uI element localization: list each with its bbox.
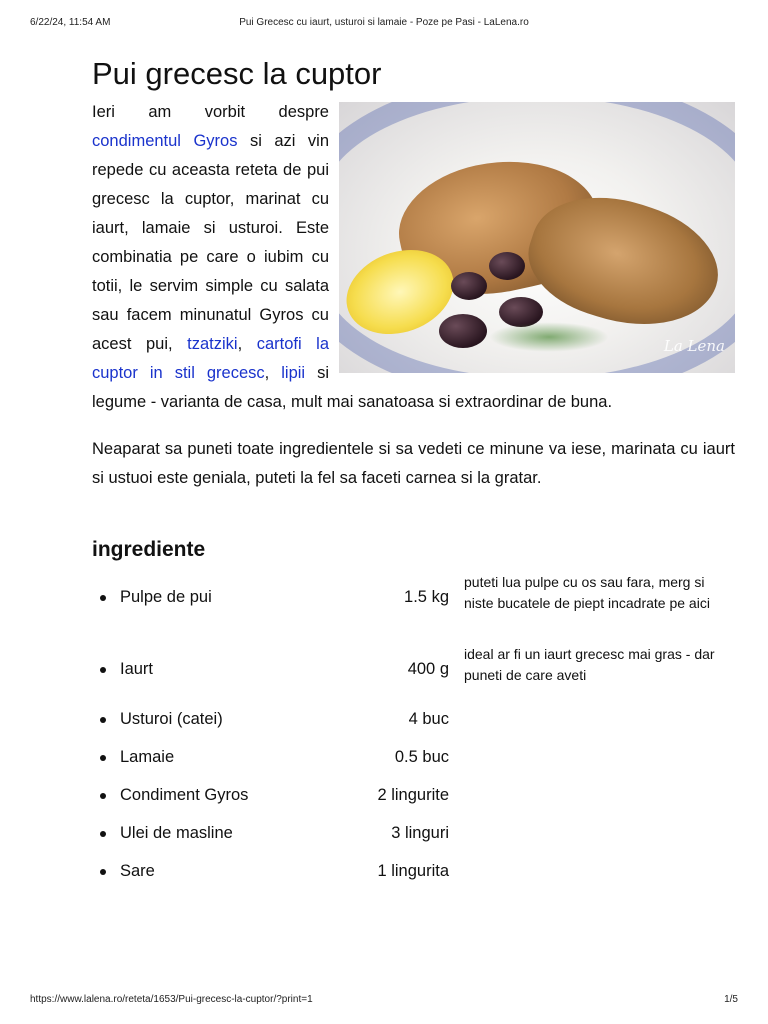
ingredient-qty: 0.5 buc	[394, 748, 449, 766]
ingredient-item	[92, 639, 735, 706]
olive	[439, 314, 487, 348]
print-footer	[0, 994, 768, 1010]
ingredients-heading: ingrediente	[92, 538, 206, 561]
ingredient-qty: 400 g	[407, 660, 449, 678]
ingredient-item	[92, 782, 735, 820]
print-header	[0, 17, 768, 33]
ingredient-qty: 2 lingurite	[377, 786, 449, 804]
photo-watermark: La Lena	[663, 337, 725, 355]
print-datetime: 6/22/24, 11:54 AM	[30, 17, 111, 28]
ingredient-name: Lamaie	[120, 748, 175, 766]
link-condiment-gyros[interactable]: condimentul Gyros	[92, 132, 238, 150]
recipe-title: Pui grecesc la cuptor	[92, 56, 382, 91]
ingredient-item	[92, 706, 735, 744]
link-tzatziki[interactable]: tzatziki	[187, 335, 238, 353]
intro-text: si legume - varianta de casa, mult mai sanatoasa si extraordinar de buna.	[92, 364, 613, 411]
ingredient-note: ideal ar fi un iaurt grecesc mai gras - dar puneti de care aveti	[464, 646, 715, 683]
ingredients-list	[92, 572, 735, 896]
recipe-photo	[339, 102, 735, 373]
print-url: https://www.lalena.ro/reteta/1653/Pui-grecesc-la-cuptor/?print=1	[30, 994, 313, 1005]
intro-text: Ieri am vorbit despre	[92, 103, 329, 121]
ingredient-name: Condiment Gyros	[120, 786, 249, 804]
ingredient-name: Usturoi (catei)	[120, 710, 223, 728]
ingredient-name: Iaurt	[120, 660, 154, 678]
ingredient-item	[92, 572, 735, 639]
olive	[451, 272, 487, 300]
herb-garnish	[489, 322, 609, 352]
page-count: 1/5	[724, 994, 738, 1005]
ingredient-item	[92, 858, 735, 896]
link-lipii[interactable]: lipii	[281, 364, 306, 382]
link-cartofi-cuptor[interactable]: cartofi la cuptor in stil grecesc	[92, 335, 329, 382]
ingredient-item	[92, 744, 735, 782]
ingredient-item	[92, 820, 735, 858]
intro-text: ,	[237, 335, 257, 353]
second-paragraph: Neaparat sa puneti toate ingredientele si sa vedeti ce minune va iese, marinata cu iaurt si ustuoi este geniala, puteti la fel sa faceti carnea si la gratar.	[92, 440, 735, 487]
ingredient-qty: 1.5 kg	[404, 588, 449, 606]
ingredient-name: Pulpe de pui	[120, 588, 212, 606]
ingredient-name: Sare	[120, 862, 155, 880]
ingredient-note: puteti lua pulpe cu os sau fara, merg si niste bucatele de piept incadrate pe aici	[464, 574, 710, 611]
olive	[489, 252, 525, 280]
ingredient-qty: 4 buc	[408, 710, 449, 728]
recipe-content	[92, 52, 735, 896]
ingredient-qty: 3 linguri	[391, 824, 449, 842]
intro-text: ,	[264, 364, 282, 382]
print-page-title: Pui Grecesc cu iaurt, usturoi si lamaie - Poze pe Pasi - LaLena.ro	[239, 17, 529, 28]
intro-text: si azi vin repede cu aceasta reteta de pui grecesc la cuptor, marinat cu iaurt, lamaie si usturoi. Este combinatia pe care o iubim cu totii, le servim simple cu salata sau facem minunatul Gyros cu acest pui,	[92, 132, 330, 353]
ingredient-qty: 1 lingurita	[377, 862, 449, 880]
ingredient-name: Ulei de masline	[120, 824, 233, 842]
intro-paragraph	[92, 98, 735, 417]
